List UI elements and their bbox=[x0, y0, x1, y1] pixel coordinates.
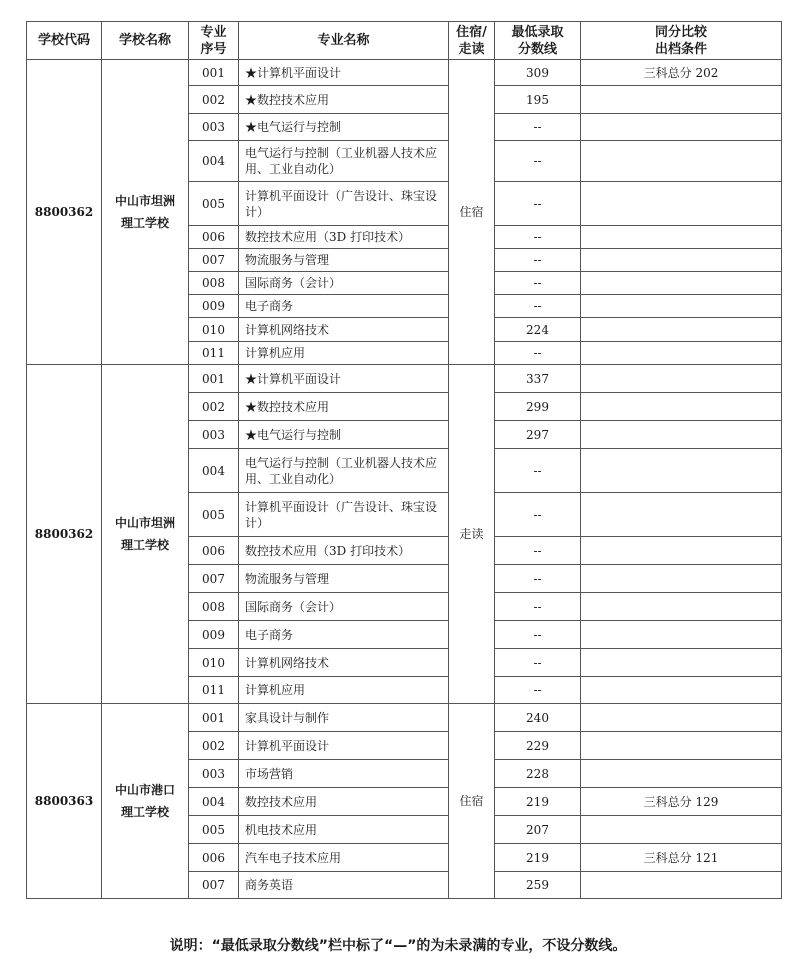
school-name-line1: 中山市港口 bbox=[114, 783, 175, 797]
header-score-line2: 分数线 bbox=[517, 41, 557, 57]
major-name: 家具设计与制作 bbox=[239, 704, 449, 732]
major-seq: 011 bbox=[189, 677, 239, 704]
major-seq: 010 bbox=[189, 649, 239, 677]
tie-break-condition bbox=[581, 365, 782, 393]
min-score: -- bbox=[495, 272, 581, 295]
tie-break-condition bbox=[581, 493, 782, 537]
school-code: 8800362 bbox=[27, 365, 102, 704]
major-name: 电子商务 bbox=[239, 621, 449, 649]
tie-break-condition bbox=[581, 621, 782, 649]
min-score: -- bbox=[495, 295, 581, 318]
tie-break-condition bbox=[581, 318, 782, 342]
min-score: 229 bbox=[495, 732, 581, 760]
major-name: 物流服务与管理 bbox=[239, 565, 449, 593]
major-seq: 003 bbox=[189, 114, 239, 141]
major-seq: 002 bbox=[189, 393, 239, 421]
min-score: -- bbox=[495, 493, 581, 537]
min-score: -- bbox=[495, 537, 581, 565]
major-name: 计算机应用 bbox=[239, 677, 449, 704]
major-seq: 005 bbox=[189, 816, 239, 844]
min-score: -- bbox=[495, 249, 581, 272]
tie-break-condition bbox=[581, 565, 782, 593]
header-condition-line1: 同分比较 bbox=[654, 24, 707, 40]
min-score: -- bbox=[495, 649, 581, 677]
min-score: 224 bbox=[495, 318, 581, 342]
min-score: -- bbox=[495, 565, 581, 593]
min-score: 299 bbox=[495, 393, 581, 421]
table-row bbox=[27, 365, 782, 393]
min-score: -- bbox=[495, 226, 581, 249]
min-score: -- bbox=[495, 141, 581, 182]
major-seq: 005 bbox=[189, 493, 239, 537]
tie-break-condition bbox=[581, 226, 782, 249]
boarding-type: 走读 bbox=[449, 365, 495, 704]
tie-break-condition bbox=[581, 649, 782, 677]
major-name: ★数控技术应用 bbox=[239, 393, 449, 421]
school-name-line2: 理工学校 bbox=[120, 216, 169, 230]
tie-break-condition bbox=[581, 114, 782, 141]
major-name: 数控技术应用 bbox=[239, 788, 449, 816]
header-row bbox=[27, 22, 782, 60]
tie-break-condition: 三科总分 121 bbox=[581, 844, 782, 872]
major-name: 计算机平面设计 bbox=[239, 732, 449, 760]
major-name: 国际商务（会计） bbox=[239, 272, 449, 295]
header-school: 学校名称 bbox=[102, 22, 189, 60]
header-seq-line1: 专业 bbox=[200, 24, 227, 40]
major-name: 计算机平面设计（广告设计、珠宝设计） bbox=[239, 182, 449, 226]
tie-break-condition bbox=[581, 449, 782, 493]
table-row bbox=[27, 60, 782, 86]
min-score: 219 bbox=[495, 844, 581, 872]
major-name: 电气运行与控制（工业机器人技术应用、工业自动化） bbox=[239, 449, 449, 493]
min-score: 228 bbox=[495, 760, 581, 788]
major-name: ★数控技术应用 bbox=[239, 86, 449, 114]
min-score: 337 bbox=[495, 365, 581, 393]
major-name: 数控技术应用（3D 打印技术） bbox=[239, 226, 449, 249]
school-name-line1: 中山市坦洲 bbox=[114, 194, 175, 208]
min-score: 240 bbox=[495, 704, 581, 732]
footnote: 说明：“最低录取分数线”栏中标了“—”的为未录满的专业，不设分数线。 bbox=[169, 938, 627, 954]
school-code: 8800362 bbox=[27, 60, 102, 365]
major-name: 计算机应用 bbox=[239, 342, 449, 365]
school-name-line2: 理工学校 bbox=[120, 538, 169, 552]
major-name: 汽车电子技术应用 bbox=[239, 844, 449, 872]
major-seq: 002 bbox=[189, 86, 239, 114]
min-score: -- bbox=[495, 449, 581, 493]
major-seq: 010 bbox=[189, 318, 239, 342]
major-seq: 007 bbox=[189, 249, 239, 272]
tie-break-condition bbox=[581, 342, 782, 365]
header-boarding-line2: 走读 bbox=[458, 41, 485, 57]
header-score-line1: 最低录取 bbox=[511, 24, 564, 40]
header-code: 学校代码 bbox=[27, 22, 102, 60]
min-score: -- bbox=[495, 621, 581, 649]
tie-break-condition bbox=[581, 421, 782, 449]
min-score: -- bbox=[495, 182, 581, 226]
major-seq: 009 bbox=[189, 295, 239, 318]
boarding-type: 住宿 bbox=[449, 704, 495, 899]
school-name-line2: 理工学校 bbox=[120, 805, 169, 819]
school-name bbox=[102, 60, 189, 365]
major-name: 电子商务 bbox=[239, 295, 449, 318]
major-name: 计算机网络技术 bbox=[239, 649, 449, 677]
tie-break-condition bbox=[581, 816, 782, 844]
header-condition-line2: 出档条件 bbox=[654, 41, 707, 57]
tie-break-condition bbox=[581, 86, 782, 114]
major-seq: 009 bbox=[189, 621, 239, 649]
min-score: 297 bbox=[495, 421, 581, 449]
major-seq: 006 bbox=[189, 537, 239, 565]
school-name bbox=[102, 365, 189, 704]
major-name: 市场营销 bbox=[239, 760, 449, 788]
major-seq: 007 bbox=[189, 565, 239, 593]
major-name: 计算机网络技术 bbox=[239, 318, 449, 342]
header-major: 专业名称 bbox=[239, 22, 449, 60]
major-seq: 007 bbox=[189, 872, 239, 899]
min-score: 259 bbox=[495, 872, 581, 899]
tie-break-condition bbox=[581, 537, 782, 565]
major-seq: 003 bbox=[189, 760, 239, 788]
min-score: -- bbox=[495, 593, 581, 621]
tie-break-condition bbox=[581, 760, 782, 788]
major-seq: 003 bbox=[189, 421, 239, 449]
major-name: 机电技术应用 bbox=[239, 816, 449, 844]
tie-break-condition bbox=[581, 677, 782, 704]
major-seq: 008 bbox=[189, 593, 239, 621]
min-score: 195 bbox=[495, 86, 581, 114]
admission-score-table bbox=[26, 21, 782, 899]
major-seq: 002 bbox=[189, 732, 239, 760]
major-seq: 001 bbox=[189, 365, 239, 393]
tie-break-condition bbox=[581, 141, 782, 182]
major-seq: 011 bbox=[189, 342, 239, 365]
tie-break-condition bbox=[581, 295, 782, 318]
major-seq: 001 bbox=[189, 704, 239, 732]
header-boarding bbox=[449, 22, 495, 60]
major-name: 数控技术应用（3D 打印技术） bbox=[239, 537, 449, 565]
major-seq: 004 bbox=[189, 788, 239, 816]
min-score: 219 bbox=[495, 788, 581, 816]
tie-break-condition bbox=[581, 732, 782, 760]
tie-break-condition bbox=[581, 593, 782, 621]
tie-break-condition: 三科总分 202 bbox=[581, 60, 782, 86]
table-row bbox=[27, 704, 782, 732]
header-boarding-line1: 住宿/ bbox=[456, 24, 487, 40]
major-name: ★计算机平面设计 bbox=[239, 60, 449, 86]
min-score: -- bbox=[495, 677, 581, 704]
school-name bbox=[102, 704, 189, 899]
school-code: 8800363 bbox=[27, 704, 102, 899]
major-name: 商务英语 bbox=[239, 872, 449, 899]
min-score: 309 bbox=[495, 60, 581, 86]
min-score: -- bbox=[495, 342, 581, 365]
min-score: -- bbox=[495, 114, 581, 141]
major-seq: 008 bbox=[189, 272, 239, 295]
tie-break-condition bbox=[581, 182, 782, 226]
major-seq: 004 bbox=[189, 449, 239, 493]
header-score bbox=[495, 22, 581, 60]
tie-break-condition bbox=[581, 704, 782, 732]
tie-break-condition bbox=[581, 249, 782, 272]
major-name: 物流服务与管理 bbox=[239, 249, 449, 272]
tie-break-condition: 三科总分 129 bbox=[581, 788, 782, 816]
header-seq-line2: 序号 bbox=[200, 41, 227, 57]
header-seq bbox=[189, 22, 239, 60]
header-condition bbox=[581, 22, 782, 60]
min-score: 207 bbox=[495, 816, 581, 844]
major-seq: 006 bbox=[189, 844, 239, 872]
tie-break-condition bbox=[581, 272, 782, 295]
boarding-type: 住宿 bbox=[449, 60, 495, 365]
major-name: ★计算机平面设计 bbox=[239, 365, 449, 393]
major-name: 电气运行与控制（工业机器人技术应用、工业自动化） bbox=[239, 141, 449, 182]
major-seq: 005 bbox=[189, 182, 239, 226]
major-name: ★电气运行与控制 bbox=[239, 421, 449, 449]
tie-break-condition bbox=[581, 393, 782, 421]
major-seq: 006 bbox=[189, 226, 239, 249]
major-seq: 004 bbox=[189, 141, 239, 182]
major-name: ★电气运行与控制 bbox=[239, 114, 449, 141]
major-seq: 001 bbox=[189, 60, 239, 86]
tie-break-condition bbox=[581, 872, 782, 899]
major-name: 国际商务（会计） bbox=[239, 593, 449, 621]
major-name: 计算机平面设计（广告设计、珠宝设计） bbox=[239, 493, 449, 537]
school-name-line1: 中山市坦洲 bbox=[114, 516, 175, 530]
